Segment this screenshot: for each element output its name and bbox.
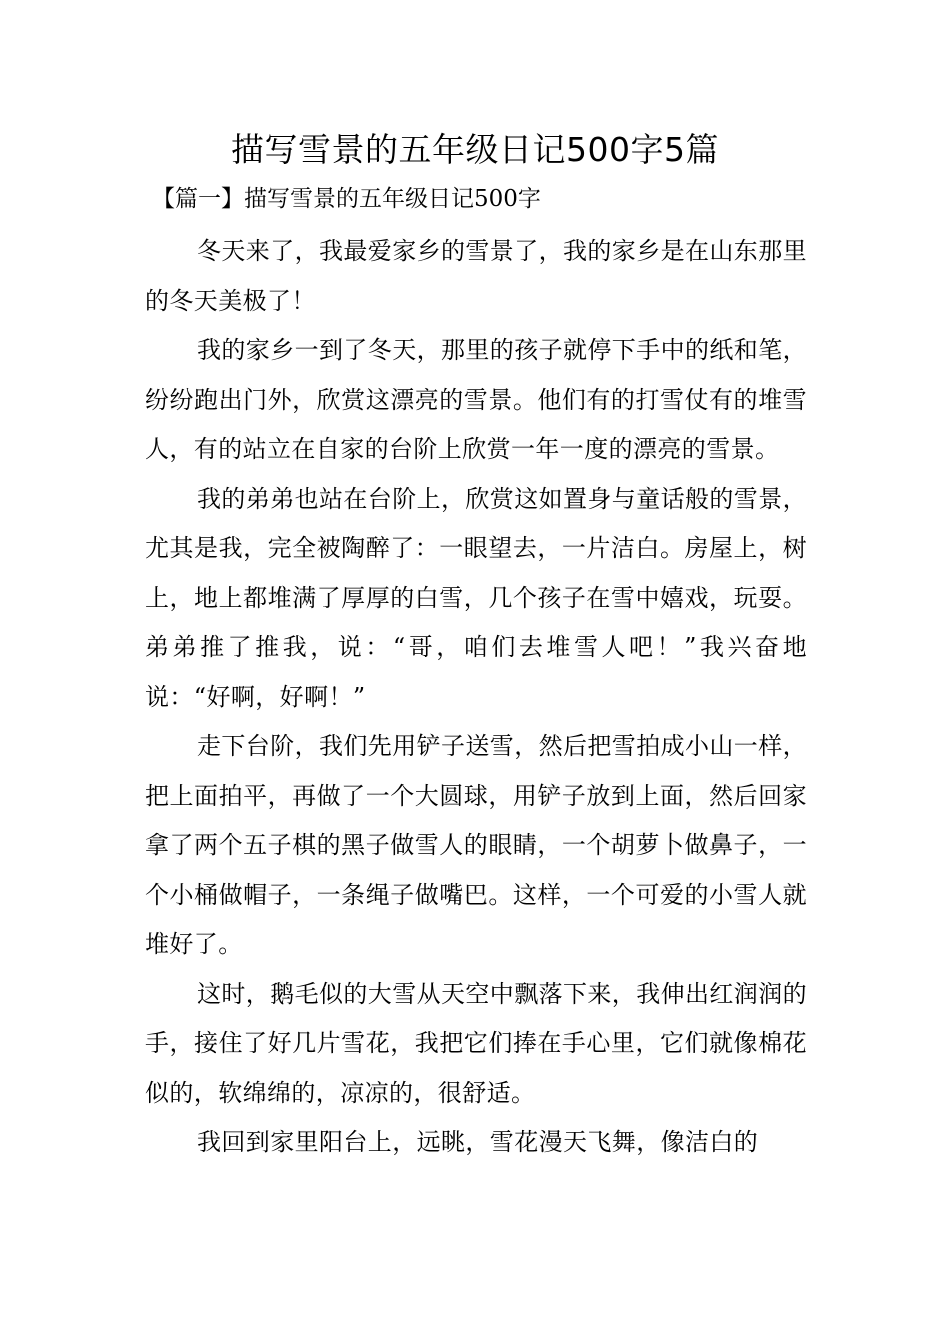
section-heading: 【篇一】描写雪景的五年级日记500字: [152, 186, 541, 212]
document-body: [145, 227, 807, 1168]
paragraph: 我的家乡一到了冬天，那里的孩子就停下手中的纸和笔，纷纷跑出门外，欣赏这漂亮的雪景。他们有的打雪仗有的堆雪人，有的站立在自家的台阶上欣赏一年一度的漂亮的雪景。: [145, 336, 807, 463]
paragraph: 我的弟弟也站在台阶上，欣赏这如置身与童话般的雪景，尤其是我，完全被陶醉了：一眼望去，一片洁白。房屋上，树上，地上都堆满了厚厚的白雪，几个孩子在雪中嬉戏，玩耍。弟弟推了推我，说：“哥，咱们去堆雪人吧！”我兴奋地说：“好啊，好啊！”: [145, 484, 807, 711]
paragraph: 我回到家里阳台上，远眺，雪花漫天飞舞，像洁白的: [197, 1128, 759, 1156]
paragraph: 冬天来了，我最爱家乡的雪景了，我的家乡是在山东那里的冬天美极了！: [145, 237, 807, 315]
paragraph: 走下台阶，我们先用铲子送雪，然后把雪拍成小山一样，把上面拍平，再做了一个大圆球，用铲子放到上面，然后回家拿了两个五子棋的黑子做雪人的眼睛，一个胡萝卜做鼻子，一个小桶做帽子，一条绳子做嘴巴。这样，一个可爱的小雪人就堆好了。: [145, 732, 807, 958]
document-title: 描写雪景的五年级日记500字5篇: [231, 130, 719, 169]
paragraph: 这时，鹅毛似的大雪从天空中飘落下来，我伸出红润润的手，接住了好几片雪花，我把它们捧在手心里，它们就像棉花似的，软绵绵的，凉凉的，很舒适。: [145, 979, 807, 1107]
